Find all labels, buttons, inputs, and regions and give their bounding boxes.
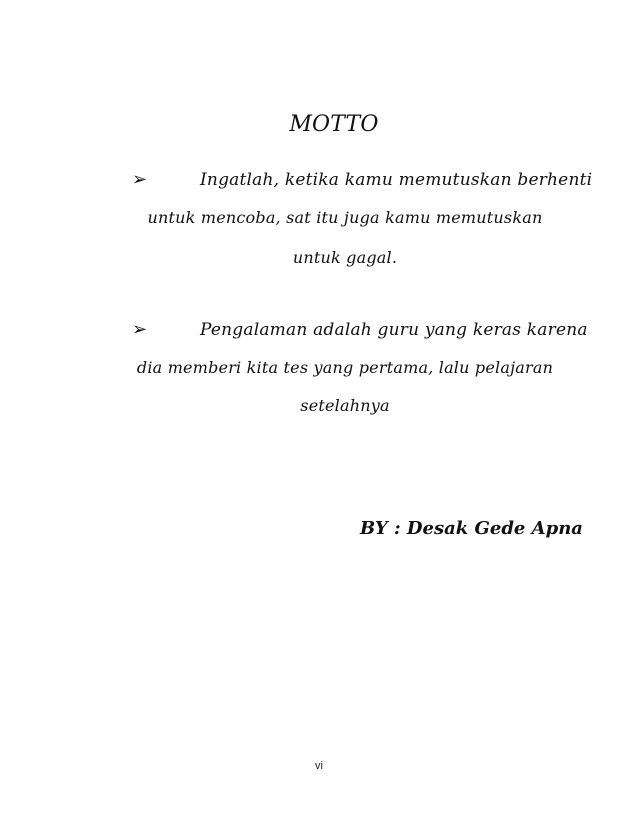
motto-line: Ingatlah, ketika kamu memutuskan berhenti [200,170,593,190]
arrow-bullet-icon: ➢ [132,319,148,340]
motto-line: untuk mencoba, sat itu juga kamu memutuskan [147,208,543,227]
author-signature: BY : Desak Gede Apna [360,518,583,539]
page-number: vi [315,760,323,772]
motto-line: Pengalaman adalah guru yang keras karena [200,320,588,340]
arrow-bullet-icon: ➢ [132,169,148,190]
motto-line: dia memberi kita tes yang pertama, lalu pelajaran [136,358,554,377]
page-title: MOTTO [289,112,379,137]
motto-line: setelahnya [300,396,390,415]
motto-line: untuk gagal. [292,248,398,267]
